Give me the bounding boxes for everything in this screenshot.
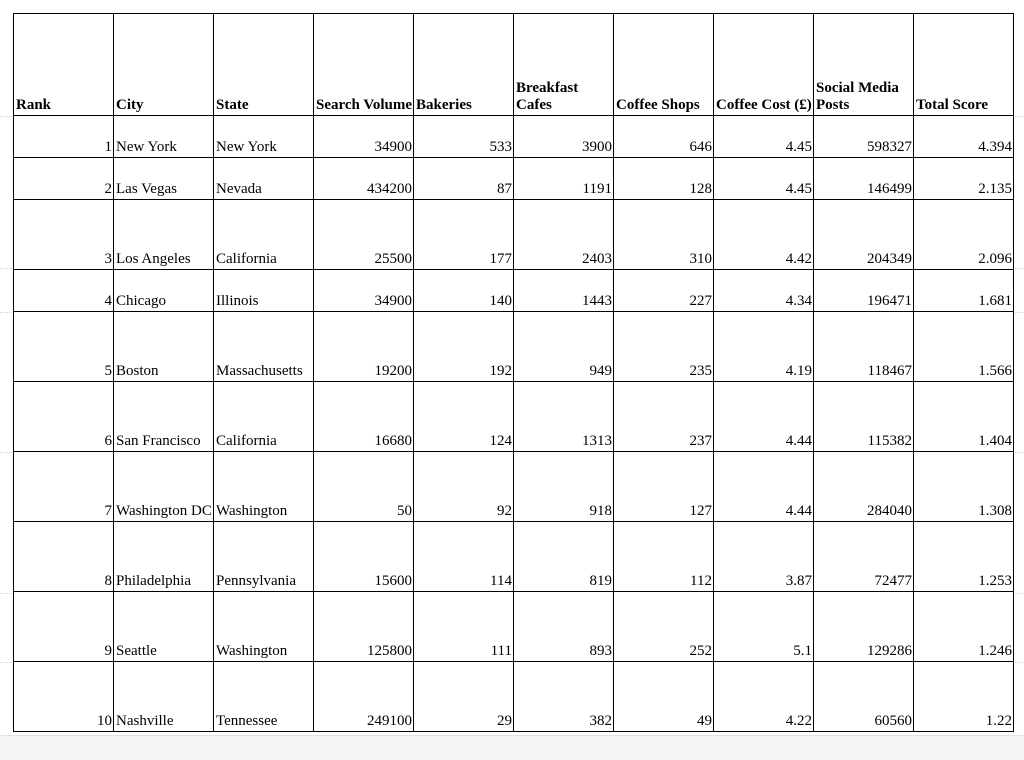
search-volume-cell[interactable]: 34900: [314, 116, 414, 158]
city-cell[interactable]: New York: [114, 116, 214, 158]
city-cell[interactable]: Nashville: [114, 662, 214, 732]
bakeries-cell[interactable]: 124: [414, 382, 514, 452]
coffee-cost-cell[interactable]: 5.1: [714, 592, 814, 662]
table-row: [14, 200, 1014, 270]
bakeries-cell[interactable]: 140: [414, 270, 514, 312]
social-media-posts-cell[interactable]: 204349: [814, 200, 914, 270]
table-row: [14, 522, 1014, 592]
social-media-posts-cell[interactable]: 115382: [814, 382, 914, 452]
header-cell-city[interactable]: City: [114, 14, 214, 116]
total-score-cell[interactable]: 1.308: [914, 452, 1014, 522]
bakeries-cell[interactable]: 87: [414, 158, 514, 200]
rank-cell[interactable]: 1: [14, 116, 114, 158]
state-cell[interactable]: New York: [214, 116, 314, 158]
bakeries-cell[interactable]: 92: [414, 452, 514, 522]
search-volume-cell[interactable]: 249100: [314, 662, 414, 732]
coffee-shops-cell[interactable]: 237: [614, 382, 714, 452]
coffee-cost-cell[interactable]: 4.22: [714, 662, 814, 732]
coffee-shops-cell[interactable]: 235: [614, 312, 714, 382]
total-score-cell[interactable]: 4.394: [914, 116, 1014, 158]
coffee-cost-cell[interactable]: 4.45: [714, 116, 814, 158]
social-media-posts-cell[interactable]: 60560: [814, 662, 914, 732]
coffee-shops-cell[interactable]: 252: [614, 592, 714, 662]
city-cell[interactable]: Chicago: [114, 270, 214, 312]
search-volume-cell[interactable]: 125800: [314, 592, 414, 662]
total-score-cell[interactable]: 1.404: [914, 382, 1014, 452]
header-cell-total-score[interactable]: Total Score: [914, 14, 1014, 116]
table-row: [14, 592, 1014, 662]
social-media-posts-cell[interactable]: 129286: [814, 592, 914, 662]
table-row: [14, 382, 1014, 452]
breakfast-cafes-cell[interactable]: 1191: [514, 158, 614, 200]
search-volume-cell[interactable]: 19200: [314, 312, 414, 382]
search-volume-cell[interactable]: 50: [314, 452, 414, 522]
header-cell-rank[interactable]: Rank: [14, 14, 114, 116]
coffee-cost-cell[interactable]: 4.42: [714, 200, 814, 270]
rank-cell[interactable]: 4: [14, 270, 114, 312]
city-cell[interactable]: Philadelphia: [114, 522, 214, 592]
city-cell[interactable]: Boston: [114, 312, 214, 382]
state-cell[interactable]: Tennessee: [214, 662, 314, 732]
bakeries-cell[interactable]: 533: [414, 116, 514, 158]
state-cell[interactable]: Washington: [214, 592, 314, 662]
rank-cell[interactable]: 7: [14, 452, 114, 522]
social-media-posts-cell[interactable]: 196471: [814, 270, 914, 312]
state-cell[interactable]: Massachusetts: [214, 312, 314, 382]
city-cell[interactable]: San Francisco: [114, 382, 214, 452]
bakeries-cell[interactable]: 111: [414, 592, 514, 662]
breakfast-cafes-cell[interactable]: 382: [514, 662, 614, 732]
coffee-cost-cell[interactable]: 4.44: [714, 452, 814, 522]
header-cell-coffee-cost[interactable]: Coffee Cost (£): [714, 14, 814, 116]
city-cell[interactable]: Seattle: [114, 592, 214, 662]
bakeries-cell[interactable]: 29: [414, 662, 514, 732]
state-cell[interactable]: Washington: [214, 452, 314, 522]
social-media-posts-cell[interactable]: 598327: [814, 116, 914, 158]
rank-cell[interactable]: 2: [14, 158, 114, 200]
coffee-cost-cell[interactable]: 4.19: [714, 312, 814, 382]
state-cell[interactable]: Pennsylvania: [214, 522, 314, 592]
state-cell[interactable]: Illinois: [214, 270, 314, 312]
rank-cell[interactable]: 6: [14, 382, 114, 452]
header-row: [14, 14, 1014, 116]
social-media-posts-cell[interactable]: 146499: [814, 158, 914, 200]
search-volume-cell[interactable]: 34900: [314, 270, 414, 312]
search-volume-cell[interactable]: 434200: [314, 158, 414, 200]
state-cell[interactable]: California: [214, 382, 314, 452]
city-cell[interactable]: Los Angeles: [114, 200, 214, 270]
search-volume-cell[interactable]: 15600: [314, 522, 414, 592]
social-media-posts-cell[interactable]: 72477: [814, 522, 914, 592]
rank-cell[interactable]: 3: [14, 200, 114, 270]
breakfast-cafes-cell[interactable]: 2403: [514, 200, 614, 270]
breakfast-cafes-cell[interactable]: 1443: [514, 270, 614, 312]
rank-cell[interactable]: 5: [14, 312, 114, 382]
coffee-cost-cell[interactable]: 4.34: [714, 270, 814, 312]
header-cell-state[interactable]: State: [214, 14, 314, 116]
bakeries-cell[interactable]: 192: [414, 312, 514, 382]
state-cell[interactable]: California: [214, 200, 314, 270]
rank-cell[interactable]: 8: [14, 522, 114, 592]
coffee-shops-cell[interactable]: 646: [614, 116, 714, 158]
coffee-shops-cell[interactable]: 127: [614, 452, 714, 522]
bakeries-cell[interactable]: 114: [414, 522, 514, 592]
city-cell[interactable]: Washington DC: [114, 452, 214, 522]
coffee-shops-cell[interactable]: 227: [614, 270, 714, 312]
city-cell[interactable]: Las Vegas: [114, 158, 214, 200]
rank-cell[interactable]: 9: [14, 592, 114, 662]
total-score-cell[interactable]: 1.566: [914, 312, 1014, 382]
social-media-posts-cell[interactable]: 118467: [814, 312, 914, 382]
table-row: [14, 270, 1014, 312]
header-cell-coffee-shops[interactable]: Coffee Shops: [614, 14, 714, 116]
bakeries-cell[interactable]: 177: [414, 200, 514, 270]
breakfast-cafes-cell[interactable]: 819: [514, 522, 614, 592]
search-volume-cell[interactable]: 25500: [314, 200, 414, 270]
breakfast-cafes-cell[interactable]: 893: [514, 592, 614, 662]
social-media-posts-cell[interactable]: 284040: [814, 452, 914, 522]
coffee-cost-cell[interactable]: 4.45: [714, 158, 814, 200]
total-score-cell[interactable]: 1.253: [914, 522, 1014, 592]
total-score-cell[interactable]: 1.681: [914, 270, 1014, 312]
header-cell-bakeries[interactable]: Bakeries: [414, 14, 514, 116]
coffee-shops-cell[interactable]: 310: [614, 200, 714, 270]
search-volume-cell[interactable]: 16680: [314, 382, 414, 452]
total-score-cell[interactable]: 1.246: [914, 592, 1014, 662]
ranking-table: [13, 13, 1014, 732]
table-row: [14, 158, 1014, 200]
header-cell-breakfast-cafes[interactable]: Breakfast Cafes: [514, 14, 614, 116]
total-score-cell[interactable]: 1.22: [914, 662, 1014, 732]
coffee-cost-cell[interactable]: 4.44: [714, 382, 814, 452]
rank-cell[interactable]: 10: [14, 662, 114, 732]
breakfast-cafes-cell[interactable]: 949: [514, 312, 614, 382]
state-cell[interactable]: Nevada: [214, 158, 314, 200]
total-score-cell[interactable]: 2.096: [914, 200, 1014, 270]
table-row: [14, 452, 1014, 522]
total-score-cell[interactable]: 2.135: [914, 158, 1014, 200]
header-cell-social-media-posts[interactable]: Social Media Posts: [814, 14, 914, 116]
breakfast-cafes-cell[interactable]: 918: [514, 452, 614, 522]
sheet-bottom-bar: [0, 735, 1024, 760]
breakfast-cafes-cell[interactable]: 1313: [514, 382, 614, 452]
coffee-shops-cell[interactable]: 128: [614, 158, 714, 200]
coffee-shops-cell[interactable]: 112: [614, 522, 714, 592]
table-row: [14, 662, 1014, 732]
table-row: [14, 116, 1014, 158]
coffee-cost-cell[interactable]: 3.87: [714, 522, 814, 592]
header-cell-search-volume[interactable]: Search Volume: [314, 14, 414, 116]
coffee-shops-cell[interactable]: 49: [614, 662, 714, 732]
breakfast-cafes-cell[interactable]: 3900: [514, 116, 614, 158]
table-row: [14, 312, 1014, 382]
